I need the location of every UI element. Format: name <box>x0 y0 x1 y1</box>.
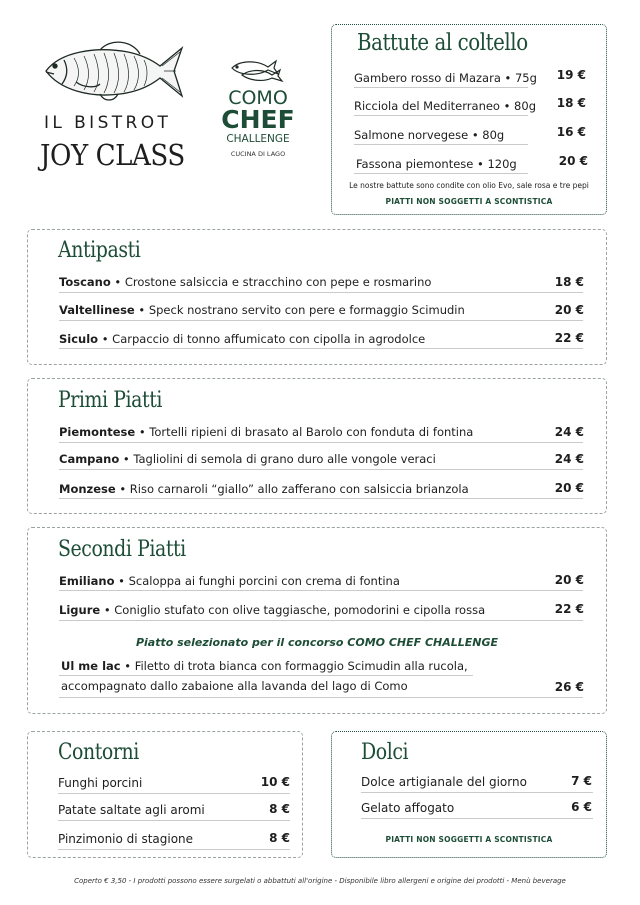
contorni-item-name: Pinzimonio di stagione <box>58 832 194 846</box>
dish-desc: • Tagliolini di semola di grano duro alle vongole veraci <box>119 452 436 466</box>
divider <box>59 620 583 621</box>
two-fish-icon <box>228 58 286 82</box>
battute-item-price: 20 € <box>558 154 588 168</box>
menu-item <box>59 332 425 346</box>
dolci-item-price: 7 € <box>571 774 592 788</box>
dish-price: 26 € <box>554 680 584 694</box>
dish-name: Valtellinese <box>59 303 135 317</box>
dish-desc: • Speck nostrano servito con pere e formaggio Scimudin <box>134 303 465 317</box>
menu-item <box>59 275 431 289</box>
footer-note: Coperto € 3,50 - I prodotti possono essere surgelati o abbattuti all'origine - Disponibile libro allergeni e origine dei prodotti - Menù beverage <box>74 877 566 885</box>
primi-title: Primi Piatti <box>58 388 162 413</box>
divider <box>58 820 290 821</box>
contorni-item-name: Patate saltate agli aromi <box>58 803 205 817</box>
divider <box>59 442 583 443</box>
divider <box>59 348 583 349</box>
brand-line2: JOY CLASS <box>40 138 185 172</box>
contorni-item-price: 8 € <box>269 831 290 845</box>
battute-item-price: 19 € <box>556 68 586 82</box>
brand-line1: IL BISTROT <box>44 113 172 133</box>
battute-note: Le nostre battute sono condite con olio Evo, sale rosa e tre pepi <box>349 181 589 190</box>
dish-price: 22 € <box>554 602 584 616</box>
dish-price: 20 € <box>554 481 584 495</box>
battute-title: Battute al coltello <box>357 30 528 56</box>
divider <box>59 469 583 470</box>
menu-item <box>59 603 485 617</box>
divider <box>354 115 528 116</box>
battute-item-price: 16 € <box>556 125 586 139</box>
dish-name: Emiliano <box>59 574 115 588</box>
secondi-title: Secondi Piatti <box>58 537 186 562</box>
battute-item-price: 18 € <box>556 96 586 110</box>
divider <box>59 675 473 676</box>
dish-name: Monzese <box>59 482 116 496</box>
dish-name: Ligure <box>59 603 101 617</box>
dish-price: 20 € <box>554 573 584 587</box>
logo-line-challenge: CHALLENGE <box>226 133 290 145</box>
dolci-item-price: 6 € <box>571 800 592 814</box>
featured-dish-note: Piatto selezionato per il concorso COMO CHEF CHALLENGE <box>135 636 499 649</box>
carp-fish-icon <box>40 38 186 104</box>
dolci-item-name: Gelato affogato <box>361 801 455 815</box>
contorni-item-price: 10 € <box>260 775 290 789</box>
featured-dish-desc-line2: accompagnato dallo zabaione alla lavanda del lago di Como <box>61 679 408 693</box>
dish-name: Siculo <box>59 332 99 346</box>
dish-desc: • Riso carnaroli “giallo” allo zafferano con salsiccia brianzola <box>115 482 469 496</box>
logo-line-cucina: CUCINA DI LAGO <box>230 150 286 158</box>
menu-item <box>59 574 400 588</box>
featured-dish <box>61 659 468 673</box>
divider <box>58 793 290 794</box>
dish-desc: • Filetto di trota bianca con formaggio Scimudin alla rucola, <box>120 659 468 673</box>
divider <box>354 144 528 145</box>
logo-line-chef: CHEF <box>221 105 295 134</box>
divider <box>59 498 583 499</box>
dish-desc: • Carpaccio di tonno affumicato con cipolla in agrodolce <box>98 332 426 346</box>
dish-desc: • Tortelli ripieni di brasato al Barolo con fonduta di fontina <box>135 425 474 439</box>
dish-price: 18 € <box>554 275 584 289</box>
battute-item-name: Ricciola del Mediterraneo • 80g <box>354 99 536 113</box>
contorni-item-name: Funghi porcini <box>58 776 143 790</box>
divider <box>59 590 583 591</box>
dish-name: Campano <box>59 452 120 466</box>
dish-price: 24 € <box>554 452 584 466</box>
dish-name: Toscano <box>59 275 111 289</box>
dolci-no-discount: PIATTI NON SOGGETTI A SCONTISTICA <box>385 835 553 844</box>
menu-item <box>59 425 473 439</box>
divider <box>59 320 583 321</box>
divider <box>354 173 528 174</box>
logo-line-como: COMO <box>228 87 288 109</box>
dish-desc: • Crostone salsiccia e stracchino con pepe e rosmarino <box>110 275 432 289</box>
divider <box>59 292 583 293</box>
dish-desc: • Coniglio stufato con olive taggiasche, pomodorini e cipolla rossa <box>100 603 486 617</box>
dish-name: Ul me lac <box>61 659 121 673</box>
divider <box>361 818 593 819</box>
menu-item <box>59 452 436 466</box>
divider <box>354 87 528 88</box>
dish-name: Piemontese <box>59 425 136 439</box>
menu-item <box>59 482 469 496</box>
battute-no-discount: PIATTI NON SOGGETTI A SCONTISTICA <box>385 197 553 206</box>
contorni-title: Contorni <box>58 740 139 765</box>
dolci-item-name: Dolce artigianale del giorno <box>361 775 527 789</box>
antipasti-title: Antipasti <box>58 238 141 263</box>
dish-desc: • Scaloppa ai funghi porcini con crema di fontina <box>114 574 400 588</box>
dish-price: 22 € <box>554 331 584 345</box>
contorni-item-price: 8 € <box>269 802 290 816</box>
battute-item-name: Fassona piemontese • 120g <box>356 157 517 171</box>
divider <box>361 792 593 793</box>
battute-item-name: Salmone norvegese • 80g <box>354 128 505 142</box>
battute-item-name: Gambero rosso di Mazara • 75g <box>354 71 537 85</box>
divider <box>58 849 290 850</box>
dish-price: 20 € <box>554 303 584 317</box>
menu-item <box>59 303 465 317</box>
dolci-title: Dolci <box>361 740 409 765</box>
dish-price: 24 € <box>554 425 584 439</box>
divider <box>59 697 583 698</box>
